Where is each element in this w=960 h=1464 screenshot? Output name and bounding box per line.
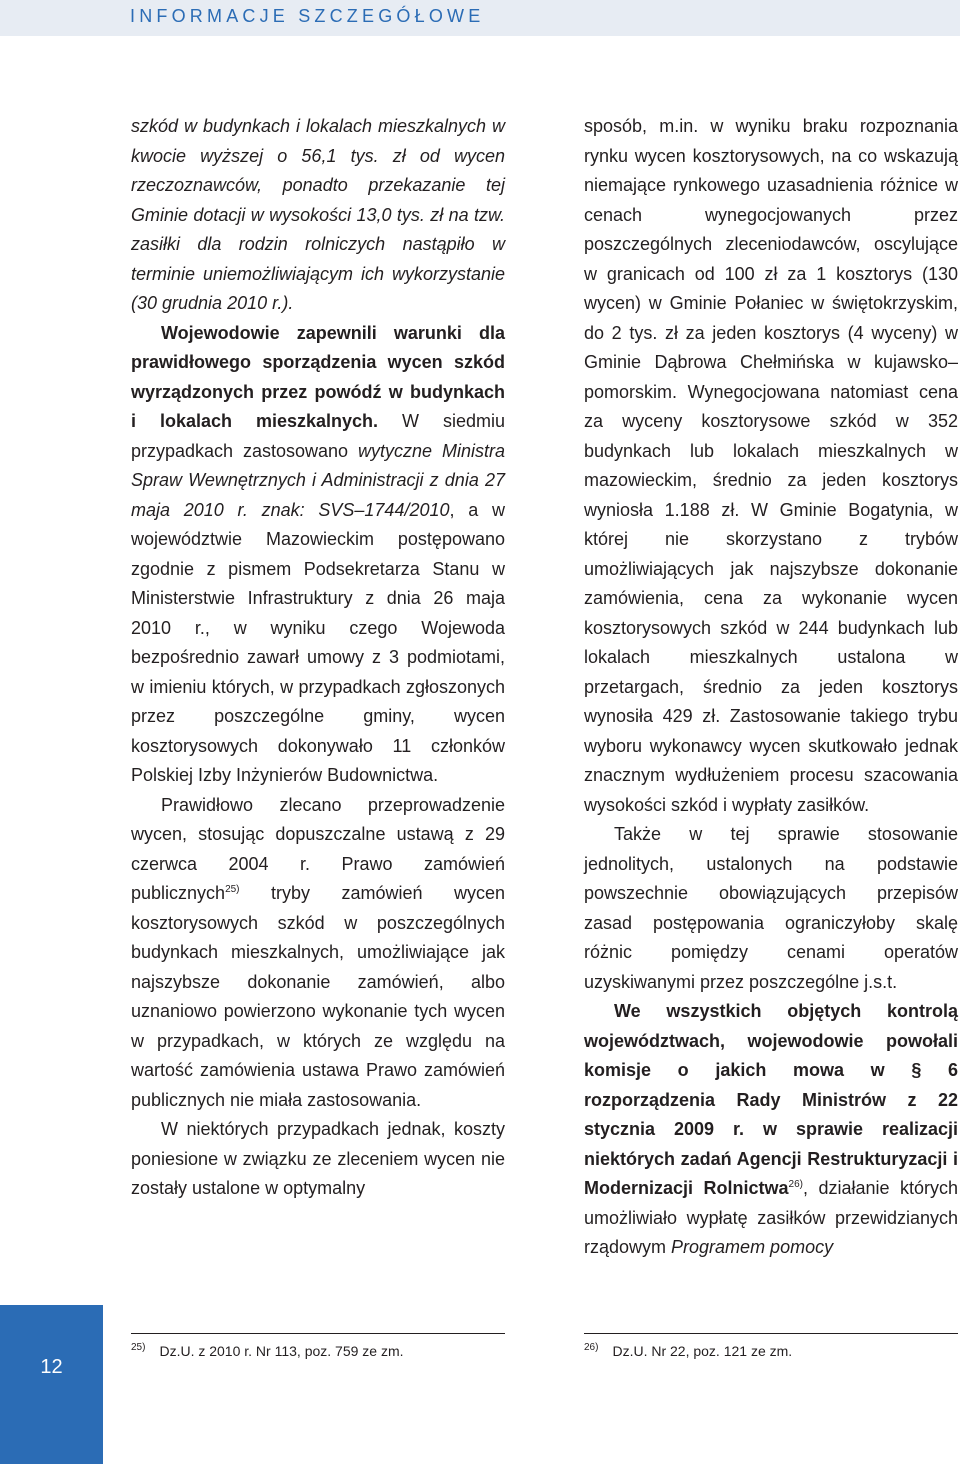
page-number: 12 (40, 1356, 63, 1378)
text-run: Prawidłowo zlecano przeprowadzenie wycen, stosując dopuszczalne ustawą z 29 czerwca 2004 r. Prawo zamówień publicznych (131, 794, 505, 903)
paragraph-italic-intro: szkód w budynkach i lokalach mieszkalnych w kwocie wyższej o 56,1 tys. zł od wycen rzeczoznawców, ponadto przekazanie tej Gminie dotacji w wysokości 13,0 tys. zł na tzw. zasiłki dla rodzin rolniczych nastąpiło w terminie uniemożliwiającym ich wykorzystanie (30 grudnia 2010 r.). (131, 116, 505, 313)
footnote-text: Dz.U. z 2010 r. Nr 113, poz. 759 ze zm. (159, 1343, 404, 1359)
left-column (131, 112, 505, 1204)
footnote-25 (131, 1341, 501, 1361)
paragraph-zamowienia (131, 791, 505, 1116)
paragraph-koszty: W niektórych przypadkach jednak, koszty poniesione w związku ze zleceniem wycen nie zostały ustalone w optymalny (131, 1119, 505, 1198)
text-run: tryby zamówień wycen kosztorysowych szkód w poszczególnych budynkach mieszkalnych, umożliwiające jak najszybsze dokonanie zamówień, albo uznaniowo powierzono wykonanie tych wycen w przypadkach, w których ze względu na wartość zamówienia ustawa Prawo zamówień publicznych nie miała zastosowania. (131, 883, 505, 1110)
paragraph-jednolite-zasady: Także w tej sprawie stosowanie jednolitych, ustalonych na podstawie powszechnie obowiązujących przepisów zasad postępowania ograniczyłoby skalę różnic pomiędzy cenami operatów uzyskiwanymi przez poszczególne j.s.t. (584, 824, 958, 992)
text-run: , a w województwie Mazowieckim postępowano zgodnie z pismem Podsekretarza Stanu w Ministerstwie Infrastruktury z dnia 26 maja 2010 r., w wyniku czego Wojewoda bezpośrednio zawarł umowy z 3 podmiotami, w imieniu których, w przypadkach zgłoszonych przez poszczególne gminy, wycen kosztorysowych dokonywało 11 członków Polskiej Izby Inżynierów Budownictwa. (131, 499, 505, 785)
italic-guidelines: wytyczne Ministra Spraw Wewnętrznych i Administracji z dnia 27 maja 2010 r. znak: SVS–1744/2010 (131, 440, 506, 520)
bold-finding: Wojewodowie zapewnili warunki dla prawidłowego sporządzenia wycen szkód wyrządzonych przez powódź w budynkach i lokalach mieszkalnych. (131, 322, 505, 431)
section-title: INFORMACJE SZCZEGÓŁOWE (130, 6, 485, 26)
paragraph-wojewodowie (131, 319, 505, 791)
footnote-number: 26) (584, 1342, 599, 1354)
footnote-ref-26: 26) (788, 1179, 803, 1190)
italic-program: Programem pomocy (671, 1237, 834, 1257)
right-column (584, 112, 958, 1263)
footnote-number: 25) (131, 1342, 146, 1354)
text-run: , działanie których umożliwiało wypłatę zasiłków przewidzianych rządowym (584, 1178, 958, 1257)
paragraph-komisje (584, 997, 958, 1263)
footnote-26 (584, 1341, 954, 1361)
page-number-box (0, 1305, 103, 1464)
footnote-divider-right (584, 1333, 958, 1334)
footnote-text: Dz.U. Nr 22, poz. 121 ze zm. (612, 1343, 793, 1359)
bold-finding: We wszystkich objętych kontrolą województwach, wojewodowie powołali komisje o jakich mowa w § 6 rozporządzenia Rady Ministrów z 22 stycznia 2009 r. w sprawie realizacji niektórych zadań Agencji Restrukturyzacji i Modernizacji Rolnictwa (584, 1001, 958, 1198)
paragraph-ceny: sposób, m.in. w wyniku braku rozpoznania rynku wycen kosztorysowych, na co wskazują niemające rynkowego uzasadnienia różnice w cenach wynegocjowanych przez poszczególnych zleceniodawców, oscylujące w granicach od 100 zł za 1 kosztorys (130 wycen) w Gminie Połaniec w świętokrzyskim, do 2 tys. zł za jeden kosztorys (4 wyceny) w Gminie Dąbrowa Chełmińska w kujawsko–pomorskim. Wynegocjowana natomiast cena za wyceny kosztorysowe szkód w 352 budynkach lub lokalach mieszkalnych w mazowieckim, średnio za jeden kosztorys wyniosła 1.188 zł. W Gminie Bogatynia, w której nie skorzystano z trybów umożliwiających jak najszybsze dokonanie zamówienia, cena za wykonanie wycen kosztorysowych szkód w 244 budynkach lub lokalach mieszkalnych ustalona w przetargach, średnio za jeden kosztorys wynosiła 429 zł. Zastosowanie takiego trybu wyboru wykonawcy wycen skutkowało jednak znacznym wydłużeniem procesu szacowania wysokości szkód i wypłaty zasiłków. (584, 116, 958, 815)
footnote-divider-left (131, 1333, 505, 1334)
text-run: W siedmiu przypadkach zastosowano (131, 411, 505, 461)
footnote-ref-25: 25) (225, 884, 240, 895)
